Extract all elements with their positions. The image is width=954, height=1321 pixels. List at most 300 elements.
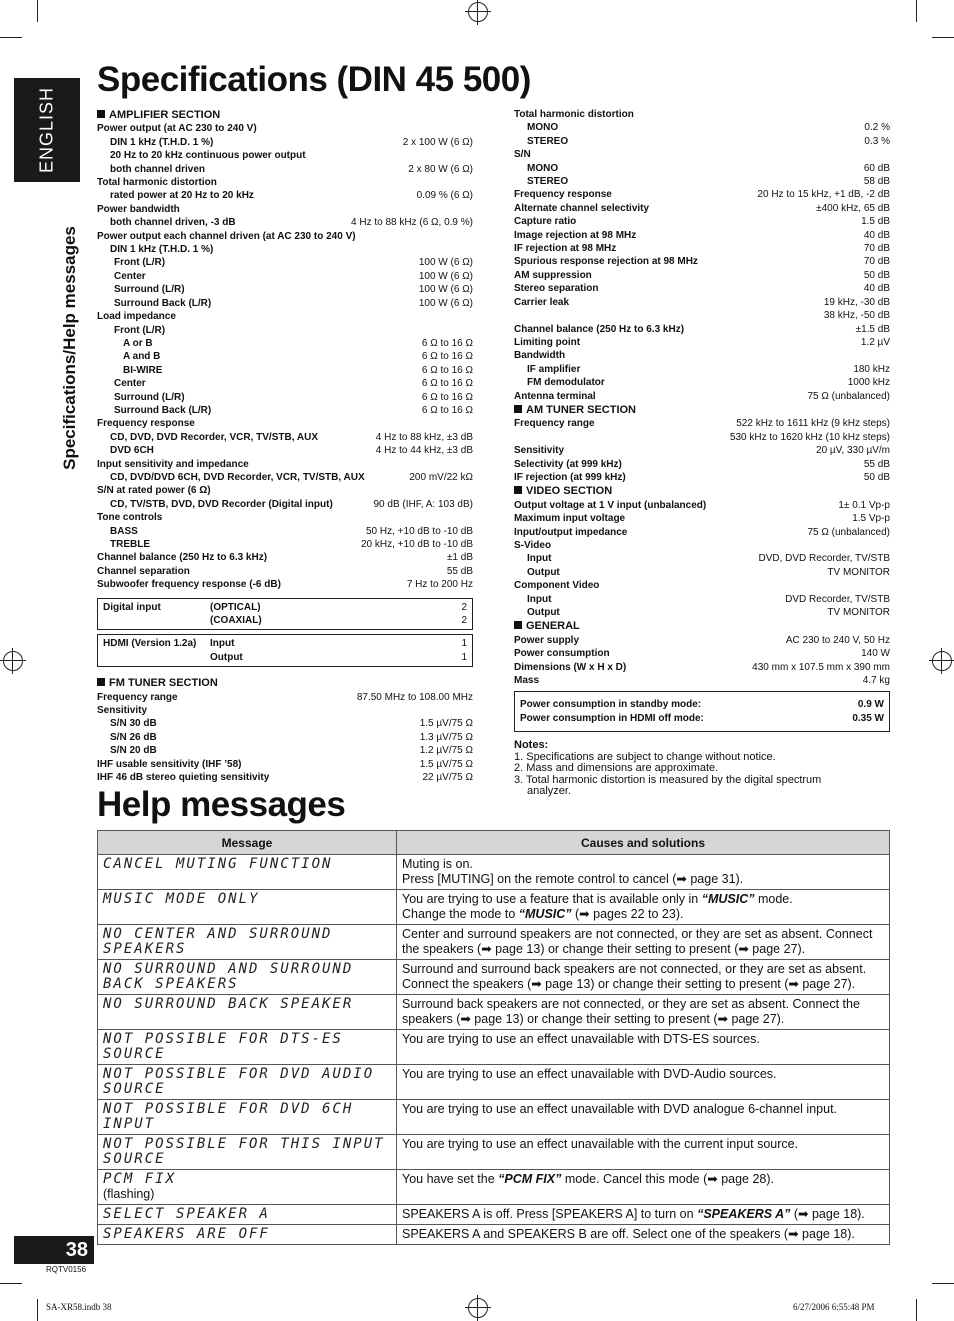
display-message: SPEAKERS ARE OFF [103, 1226, 270, 1242]
spec-row [514, 135, 890, 148]
column-header-message: Message [98, 831, 397, 855]
registration-mark-icon [468, 2, 488, 22]
message-cell [98, 1100, 397, 1135]
spec-row [514, 376, 890, 389]
spec-label: Spurious response rejection at 98 MHz [514, 256, 698, 268]
spec-row [514, 175, 890, 188]
spec-value: 0.2 % [864, 122, 890, 134]
cause-cell [397, 1170, 890, 1205]
spec-value: 90 dB (IHF, A: 103 dB) [373, 498, 473, 510]
box-sub: (OPTICAL) [210, 601, 261, 613]
spec-label: Limiting point [514, 336, 581, 348]
page-number: 38 [14, 1236, 94, 1264]
spec-value: 1.5 µV/75 Ω [419, 718, 473, 730]
spec-row [97, 484, 473, 497]
spec-label: Front (L/R) [114, 324, 166, 336]
spec-value: 19 kHz, -30 dB [823, 296, 890, 308]
cause-line: You are trying to use an effect unavailable with the current input source. [402, 1137, 799, 1151]
spec-row [514, 121, 890, 134]
spec-value: 1.2 µV [860, 336, 890, 348]
registration-mark-icon [3, 651, 23, 671]
note-item: 1. Specifications are subject to change without notice. [514, 750, 776, 763]
spec-row [97, 691, 473, 704]
spec-value: 430 mm x 107.5 mm x 390 mm [752, 661, 890, 673]
spec-label: DVD 6CH [110, 445, 154, 457]
power-row [520, 698, 884, 711]
spec-label: A or B [123, 337, 153, 349]
spec-label: Sensitivity [97, 705, 148, 717]
language-tab: ENGLISH [14, 78, 80, 182]
spec-label: DIN 1 kHz (T.H.D. 1 %) [110, 244, 214, 256]
box-sub: (COAXIAL) [210, 615, 262, 627]
spec-label: Maximum input voltage [514, 513, 626, 525]
spec-label: Power supply [514, 634, 580, 646]
spec-row [514, 242, 890, 255]
spec-value: 530 kHz to 1620 kHz (10 kHz steps) [729, 431, 890, 443]
spec-value: 20 Hz to 15 kHz, +1 dB, -2 dB [757, 189, 890, 201]
spec-value: 70 dB [863, 256, 890, 268]
display-message: NO SURROUND AND SURROUND BACK SPEAKERS [103, 961, 354, 992]
spec-title: Specifications (DIN 45 500) [97, 60, 531, 99]
spec-label: Output [527, 566, 560, 578]
spec-value: 58 dB [863, 176, 890, 188]
table-row [98, 1170, 890, 1205]
spec-label: CD, TV/STB, DVD, DVD Recorder (Digital input) [110, 498, 333, 510]
spec-value: 60 dB [863, 162, 890, 174]
spec-value: 522 kHz to 1611 kHz (9 kHz steps) [736, 418, 890, 430]
message-cell [98, 1065, 397, 1100]
spec-row [97, 297, 473, 310]
spec-value: 20 kHz, +10 dB to -10 dB [360, 539, 473, 550]
spec-value: 38 kHz, -50 dB [823, 310, 890, 322]
spec-label: Input/output impedance [514, 526, 628, 538]
spec-label: FM demodulator [527, 377, 605, 389]
spec-value: 75 Ω (unbalanced) [807, 390, 890, 402]
spec-row [97, 431, 473, 444]
spec-label: IF amplifier [527, 363, 581, 375]
cause-cell [397, 1065, 890, 1100]
cause-cell [397, 1225, 890, 1245]
spec-row [514, 162, 890, 175]
box-label [103, 614, 210, 627]
spec-label: Antenna terminal [514, 390, 596, 402]
spec-label: Center [114, 378, 146, 390]
note-item: analyzer. [527, 785, 572, 798]
spec-label: MONO [527, 122, 559, 134]
spec-label: Capture ratio [514, 216, 577, 228]
spec-row [514, 349, 890, 362]
footer-file: SA-XR58.indb 38 [46, 1302, 112, 1312]
crop-mark [916, 1299, 917, 1321]
spec-label: Input [527, 593, 552, 605]
crop-mark [932, 37, 954, 38]
spec-row [97, 498, 473, 511]
spec-row [514, 499, 890, 512]
spec-value: 100 W (6 Ω) [418, 270, 473, 282]
help-title: Help messages [97, 785, 346, 824]
spec-row [514, 188, 890, 201]
table-row [98, 1030, 890, 1065]
spec-label: MONO [527, 162, 559, 174]
spec-value: 2 x 80 W (6 Ω) [408, 163, 473, 175]
spec-value: 1± 0.1 Vp-p [838, 499, 890, 511]
spec-label: 20 Hz to 20 kHz continuous power output [110, 150, 306, 162]
crop-mark [37, 1299, 38, 1321]
spec-row [514, 593, 890, 606]
table-row [98, 1205, 890, 1225]
spec-value: 50 Hz, +10 dB to -10 dB [365, 525, 473, 537]
spec-label: Center [114, 270, 146, 282]
message-cell [98, 855, 397, 890]
spec-value: ±1 dB [446, 552, 473, 564]
power-value: 0.9 W [857, 699, 884, 711]
spec-label: DIN 1 kHz (T.H.D. 1 %) [110, 136, 214, 148]
cause-cell [397, 925, 890, 960]
box-value: 2 [461, 601, 467, 613]
cause-cell [397, 1205, 890, 1225]
spec-value: 2 x 100 W (6 Ω) [402, 136, 473, 148]
spec-value: 180 kHz [853, 363, 890, 375]
spec-value: 0.3 % [864, 135, 890, 147]
spec-row [514, 108, 890, 121]
spec-label: IHF usable sensitivity (IHF ’58) [97, 758, 242, 770]
crop-mark [0, 1283, 22, 1284]
spec-label: TREBLE [110, 539, 150, 550]
spec-label: Total harmonic distortion [514, 109, 634, 120]
spec-row [97, 350, 473, 363]
spec-row [514, 444, 890, 457]
spec-row [97, 203, 473, 216]
table-row [98, 855, 890, 890]
display-message: NO SURROUND BACK SPEAKER [103, 996, 354, 1012]
box-label: Digital input [103, 601, 161, 613]
spec-row [514, 661, 890, 674]
spec-value: 140 W [861, 648, 890, 660]
spec-label: S/N 20 dB [110, 745, 157, 757]
message-cell [98, 1205, 397, 1225]
spec-row [97, 189, 473, 202]
note-item: 3. Total harmonic distortion is measured by the digital spectrum [514, 773, 822, 786]
spec-label: Dimensions (W x H x D) [514, 661, 627, 673]
spec-row [97, 136, 473, 149]
spec-value: 6 Ω to 16 Ω [421, 337, 473, 349]
box-label [103, 651, 210, 664]
fm-spec-list-cont [514, 108, 890, 403]
table-row [98, 925, 890, 960]
spec-label: rated power at 20 Hz to 20 kHz [110, 190, 254, 202]
spec-label: Channel balance (250 Hz to 6.3 kHz) [97, 552, 268, 564]
spec-label: Surround (L/R) [114, 284, 185, 296]
display-message: NOT POSSIBLE FOR DVD AUDIO SOURCE [103, 1066, 375, 1097]
display-message: MUSIC MODE ONLY [103, 891, 260, 907]
registration-mark-icon [468, 1298, 488, 1318]
spec-row [514, 674, 890, 687]
video-spec-list [514, 499, 890, 620]
message-note: (flashing) [103, 1187, 155, 1201]
cause-cell [397, 960, 890, 995]
spec-label: Output voltage at 1 V input (unbalanced) [514, 499, 707, 511]
message-cell [98, 1225, 397, 1245]
spec-row [514, 417, 890, 430]
spec-label: Output [527, 607, 560, 619]
spec-row [97, 458, 473, 471]
general-section-header: GENERAL [514, 620, 890, 633]
spec-row [97, 511, 473, 524]
spec-row [514, 296, 890, 309]
spec-label: BASS [110, 525, 138, 537]
spec-label: Surround (L/R) [114, 391, 185, 403]
cause-cell [397, 855, 890, 890]
spec-row [97, 256, 473, 269]
spec-value: 6 Ω to 16 Ω [421, 351, 473, 363]
cause-cell [397, 1100, 890, 1135]
help-messages-table [97, 830, 890, 1245]
emphasis-text: “SPEAKERS A” [697, 1207, 791, 1221]
spec-value: DVD, DVD Recorder, TV/STB [758, 553, 890, 565]
spec-value: 6 Ω to 16 Ω [421, 391, 473, 403]
spec-row [97, 758, 473, 771]
cause-line: Press [MUTING] on the remote control to cancel (➡ page 31). [402, 872, 744, 886]
spec-value: TV MONITOR [827, 607, 890, 619]
spec-row [97, 364, 473, 377]
spec-value: 100 W (6 Ω) [418, 257, 473, 269]
spec-label: Bandwidth [514, 350, 566, 362]
notes [514, 740, 890, 798]
emphasis-text: “PCM FIX” [498, 1172, 562, 1186]
spec-label: Channel balance (250 Hz to 6.3 kHz) [514, 323, 685, 335]
spec-row [514, 215, 890, 228]
spec-row [514, 323, 890, 336]
spec-row [97, 122, 473, 135]
section-side-title: Specifications/Help messages [60, 226, 79, 470]
digital-input-box [97, 598, 473, 631]
spec-right-column [514, 108, 890, 798]
spec-row [97, 391, 473, 404]
spec-row [514, 458, 890, 471]
table-row [98, 890, 890, 925]
cause-line: You are trying to use an effect unavailable with DVD analogue 6-channel input. [402, 1102, 838, 1116]
spec-label: both channel driven [110, 163, 206, 175]
spec-label: Image rejection at 98 MHz [514, 229, 637, 241]
spec-label: S/N 30 dB [110, 718, 157, 730]
spec-label: Frequency range [514, 418, 595, 430]
spec-label: Frequency range [97, 691, 178, 703]
spec-row [514, 539, 890, 552]
cause-line: Muting is on. [402, 857, 473, 871]
spec-row [514, 634, 890, 647]
crop-mark [932, 1283, 954, 1284]
cause-line: You are trying to use a feature that is available only in “MUSIC” mode. [402, 892, 793, 906]
power-consumption-box [514, 691, 890, 732]
spec-row [514, 269, 890, 282]
spec-value: ±1.5 dB [855, 323, 890, 335]
spec-value: 4 Hz to 44 kHz, ±3 dB [375, 445, 473, 457]
spec-value: 200 mV/22 kΩ [409, 471, 473, 483]
cause-line: You have set the “PCM FIX” mode. Cancel this mode (➡ page 28). [402, 1172, 775, 1186]
spec-value: 6 Ω to 16 Ω [421, 404, 473, 416]
cause-line: SPEAKERS A is off. Press [SPEAKERS A] to turn on “SPEAKERS A” (➡ page 18). [402, 1207, 865, 1221]
spec-value: 1.3 µV/75 Ω [419, 731, 473, 743]
spec-value: DVD Recorder, TV/STB [785, 593, 890, 605]
display-message: NOT POSSIBLE FOR THIS INPUT SOURCE [103, 1136, 385, 1167]
spec-label: Input sensitivity and impedance [97, 458, 249, 470]
message-cell [98, 890, 397, 925]
cause-line: Change the mode to “MUSIC” (➡ pages 22 to 23). [402, 907, 684, 921]
emphasis-text: “MUSIC” [701, 892, 755, 906]
power-row [520, 712, 884, 725]
spec-row [514, 431, 890, 444]
spec-label: Mass [514, 675, 540, 687]
spec-label: S-Video [514, 540, 552, 551]
box-row [103, 614, 467, 627]
spec-value: 75 Ω (unbalanced) [807, 526, 890, 538]
display-message: PCM FIX [103, 1171, 177, 1187]
spec-value: 6 Ω to 16 Ω [421, 364, 473, 376]
column-header-causes: Causes and solutions [397, 831, 890, 855]
notes-title: Notes: [514, 739, 549, 752]
spec-row [97, 538, 473, 551]
spec-label: CD, DVD, DVD Recorder, VCR, TV/STB, AUX [110, 431, 318, 443]
box-sub: Input [210, 638, 235, 650]
fm-spec-list [97, 691, 473, 785]
spec-label: A and B [123, 351, 161, 363]
box-row [103, 637, 467, 650]
spec-row [97, 771, 473, 784]
spec-row [97, 216, 473, 229]
spec-row [514, 566, 890, 579]
registration-mark-icon [932, 651, 952, 671]
spec-label: Power consumption [514, 648, 610, 660]
table-row [98, 1100, 890, 1135]
spec-value: 70 dB [863, 243, 890, 255]
spec-value: 22 µV/75 Ω [422, 772, 473, 784]
spec-row [97, 525, 473, 538]
cause-cell [397, 1030, 890, 1065]
spec-value: 4.7 kg [862, 675, 890, 687]
spec-label: Selectivity (at 999 kHz) [514, 458, 622, 470]
spec-label: Carrier leak [514, 296, 570, 308]
spec-value: 1.5 Vp-p [852, 513, 890, 525]
general-spec-list [514, 634, 890, 688]
message-cell [98, 960, 397, 995]
cause-line: SPEAKERS A and SPEAKERS B are off. Select one of the speakers (➡ page 18). [402, 1227, 855, 1241]
spec-value: AC 230 to 240 V, 50 Hz [785, 634, 890, 646]
spec-row [97, 310, 473, 323]
spec-label: Tone controls [97, 512, 163, 524]
spec-row [514, 647, 890, 660]
power-label: Power consumption in standby mode: [520, 699, 702, 711]
spec-value: 1.5 µV/75 Ω [419, 758, 473, 770]
footer-date: 6/27/2006 6:55:48 PM [793, 1302, 875, 1312]
box-value: 2 [461, 615, 467, 627]
spec-label: IHF 46 dB stereo quieting sensitivity [97, 772, 270, 784]
spec-value: 40 dB [863, 229, 890, 241]
box-label: HDMI (Version 1.2a) [103, 638, 197, 650]
spec-label: Total harmonic distortion [97, 177, 217, 189]
spec-label: IF rejection at 98 MHz [514, 243, 617, 255]
box-value: 1 [461, 651, 467, 663]
spec-label: BI-WIRE [123, 364, 163, 376]
spec-row [514, 390, 890, 403]
spec-label: Surround Back (L/R) [114, 297, 212, 309]
spec-label: Component Video [514, 580, 600, 592]
spec-value: 50 dB [863, 471, 890, 483]
power-label: Power consumption in HDMI off mode: [520, 712, 704, 724]
spec-row [514, 202, 890, 215]
spec-value: ±400 kHz, 65 dB [816, 202, 890, 214]
doc-code: RQTV0156 [46, 1265, 87, 1274]
am-spec-list [514, 417, 890, 484]
table-row [98, 1065, 890, 1100]
spec-row [97, 324, 473, 337]
message-cell [98, 1135, 397, 1170]
crop-mark [916, 0, 917, 22]
spec-row [97, 717, 473, 730]
spec-row [514, 579, 890, 592]
spec-value: 1000 kHz [847, 377, 890, 389]
spec-value: 4 Hz to 88 kHz, ±3 dB [375, 431, 473, 443]
hdmi-box [97, 634, 473, 667]
spec-label: Subwoofer frequency response (-6 dB) [97, 579, 281, 591]
spec-row [514, 255, 890, 268]
cause-line: You are trying to use an effect unavailable with DTS-ES sources. [402, 1032, 760, 1046]
fm-section-header: FM TUNER SECTION [97, 677, 473, 690]
spec-label: Power output (at AC 230 to 240 V) [97, 123, 257, 135]
spec-label: Power bandwidth [97, 203, 180, 215]
spec-value: 50 dB [863, 269, 890, 281]
spec-row [514, 526, 890, 539]
message-cell [98, 995, 397, 1030]
crop-mark [37, 0, 38, 22]
display-message: CANCEL MUTING FUNCTION [103, 856, 333, 872]
spec-label: STEREO [527, 135, 569, 147]
cause-line: Surround back speakers are not connected, or they are set as absent. Connect the speakers (➡ page 13) or change their setting to present (➡ page 27). [402, 997, 860, 1026]
spec-label: S/N at rated power (6 Ω) [97, 485, 211, 497]
message-cell [98, 1030, 397, 1065]
spec-row [97, 243, 473, 256]
spec-value: TV MONITOR [827, 566, 890, 578]
spec-value: 55 dB [446, 565, 473, 577]
spec-value: 87.50 MHz to 108.00 MHz [356, 691, 473, 703]
spec-label: Stereo separation [514, 283, 599, 295]
emphasis-text: “MUSIC” [518, 907, 572, 921]
video-section-header: VIDEO SECTION [514, 485, 890, 498]
spec-row [97, 337, 473, 350]
table-row [98, 1225, 890, 1245]
cause-line: Surround and surround back speakers are not connected, or they are set as absent. Connect the speakers (➡ page 13) or change their setting to present (➡ page 27). [402, 962, 867, 991]
box-row [103, 651, 467, 664]
spec-value: 20 µV, 330 µV/m [816, 445, 890, 457]
table-row [98, 995, 890, 1030]
spec-row [97, 731, 473, 744]
spec-row [514, 471, 890, 484]
spec-label: both channel driven, -3 dB [110, 217, 236, 229]
spec-value: 4 Hz to 88 kHz (6 Ω, 0.9 %) [351, 217, 473, 229]
spec-row [97, 230, 473, 243]
spec-left-column [97, 108, 473, 785]
spec-row [97, 377, 473, 390]
spec-label: Surround Back (L/R) [114, 404, 212, 416]
spec-row [97, 404, 473, 417]
spec-label: Power output each channel driven (at AC 230 to 240 V) [97, 230, 356, 242]
spec-row [97, 471, 473, 484]
spec-row [97, 744, 473, 757]
spec-label: Alternate channel selectivity [514, 202, 650, 214]
note-item: 2. Mass and dimensions are approximate. [514, 762, 719, 775]
spec-value: 1.5 dB [861, 216, 890, 228]
spec-label: Frequency response [514, 189, 612, 201]
table-row [98, 960, 890, 995]
